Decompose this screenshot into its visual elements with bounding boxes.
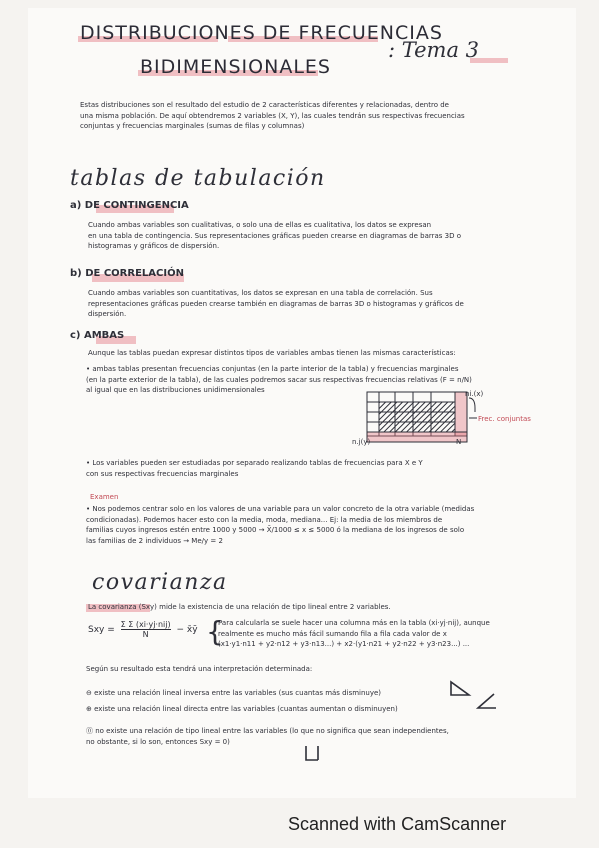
bullet-3-line-4: las familias de 2 individuos → Me/y = 2 (86, 536, 223, 545)
section-c-bullet-2 (86, 458, 556, 479)
section-b-line-3: dispersión. (88, 310, 127, 318)
bullet-3-line-2: condicionadas). Podemos hacer esto con la media, moda, mediana... Ej: la media de los miembros de (86, 515, 443, 524)
intro-paragraph (80, 100, 550, 132)
formula-numerator: Σ Σ (xi·yj·nij) (120, 620, 171, 629)
bullet-2-line-1: • Los variables pueden ser estudiadas por separado realizando tablas de frecuencias para X e Y (86, 459, 423, 467)
tema-label: : Tema 3 (388, 38, 480, 62)
formula-brace: { (206, 615, 224, 648)
bullet-3-line-3: familias cuyos ingresos estén entre 1000 y 5000 → X̄/1000 ≤ x ≤ 5000 ó la mediana de los ingresos de solo (86, 526, 465, 534)
title-line-2: BIDIMENSIONALES (140, 56, 331, 78)
zero-line-1: ⓪ no existe una relación de tipo lineal entre las variables (lo que no significa que sean independientes, (86, 727, 449, 735)
section-a-line-2: en una tabla de contingencia. Sus representaciones gráficas pueden crearse en diagramas de barras 3D o (88, 231, 461, 240)
interpretation-negative: ⊖ existe una relación lineal inversa entre las variables (sus cuantas más disminuye) (86, 689, 382, 697)
brace-line-3: (x1·y1·n11 + y2·n12 + y3·n13...) + x2·(y1·n21 + y2·n22 + y3·n23...) ... (218, 640, 470, 648)
brace-line-2: realmente es mucho más fácil sumando fila a fila cada valor de x (218, 629, 447, 638)
formula-explanation (218, 618, 558, 650)
formula-denominator: N (142, 630, 149, 639)
increasing-sketch-icon (474, 692, 498, 712)
tablas-heading: tablas de tabulación (70, 166, 326, 191)
formula-rest: − x̄ȳ (176, 625, 198, 635)
section-c-label: c) AMBAS (70, 330, 125, 341)
tema-highlight (470, 58, 508, 63)
section-b-label: b) DE CORRELACIÓN (70, 268, 184, 279)
table-label-bottom-left: n.j(y) (352, 438, 371, 446)
section-b-body (88, 288, 548, 320)
bullet-1-line-3: al igual que en las distribuciones unidimensionales (86, 386, 265, 394)
bullet-1-line-1: • ambas tablas presentan frecuencias conjuntas (en la parte interior de la tabla) y frecuencias marginales (86, 365, 459, 373)
section-c-bullet-3 (86, 504, 556, 546)
camscanner-footer: Scanned with CamScanner (288, 814, 507, 834)
examen-label: Examen (90, 493, 119, 501)
section-a-line-3: histogramas y gráficos de dispersión. (88, 242, 220, 250)
section-a-body (88, 220, 548, 252)
no-relation-sketch-icon (302, 744, 322, 764)
section-b-line-2: representaciones gráficas pueden crearse también en diagramas de barras 3D o histogramas y gráficos de (88, 299, 464, 308)
decreasing-sketch-icon (448, 680, 472, 698)
zero-line-2: no obstante, si lo son, entonces Sxy = 0) (86, 737, 230, 746)
hatched-joint-frequencies (379, 402, 455, 432)
covarianza-line-1: La covarianza (Sxy) mide la existencia de una relación de tipo lineal entre 2 variables. (88, 603, 391, 611)
interpretation-positive: ⊕ existe una relación lineal directa entre las variables (cuantas aumentan o disminuyen) (86, 705, 398, 713)
covariance-formula (88, 620, 198, 639)
formula-fraction (121, 620, 171, 639)
bullet-1-line-2: (en la parte exterior de la tabla), de las cuales podremos sacar sus respectivas frecuencias relativas (F = n/N) (86, 375, 472, 384)
section-a-label: a) DE CONTINGENCIA (70, 200, 189, 211)
title-line-1: DISTRIBUCIONES DE FRECUENCIAS (80, 22, 443, 44)
covarianza-heading: covarianza (92, 570, 228, 595)
formula-lhs: Sxy = (88, 625, 115, 635)
intro-line-3: conjuntas y frecuencias marginales (sumas de filas y columnas) (80, 122, 305, 130)
section-a-line-1: Cuando ambas variables son cualitativas, o solo una de ellas es cualitativa, los datos se expresan (88, 221, 432, 229)
table-label-bottom-right: N (456, 438, 462, 446)
bullet-2-line-2: con sus respectivas frecuencias marginales (86, 469, 239, 478)
interpretation-intro: Según su resultado esta tendrá una interpretación determinada: (86, 665, 313, 673)
section-b-line-1: Cuando ambas variables son cuantitativas, los datos se expresan en una tabla de correlación. Sus (88, 289, 433, 297)
intro-line-1: Estas distribuciones son el resultado del estudio de 2 características diferentes y relacionadas, dentro de (80, 101, 449, 109)
table-label-top: ni.(x) (465, 390, 484, 398)
bullet-3-line-1: • Nos podemos centrar solo en los valores de una variable para un valor concreto de la otra variable (medidas (86, 505, 475, 513)
section-c-line-1: Aunque las tablas puedan expresar distintos tipos de variables ambas tienen las mismas características: (88, 349, 456, 357)
intro-line-2: una misma población. De aquí obtendremos 2 variables (X, Y), las cuales tendrán sus respectivas frecuencias (80, 111, 465, 120)
brace-line-1: Para calcularla se suele hacer una columna más en la tabla (xi·yj·nij), aunque (218, 619, 490, 627)
table-label-right: Frec. conjuntas (478, 415, 531, 423)
